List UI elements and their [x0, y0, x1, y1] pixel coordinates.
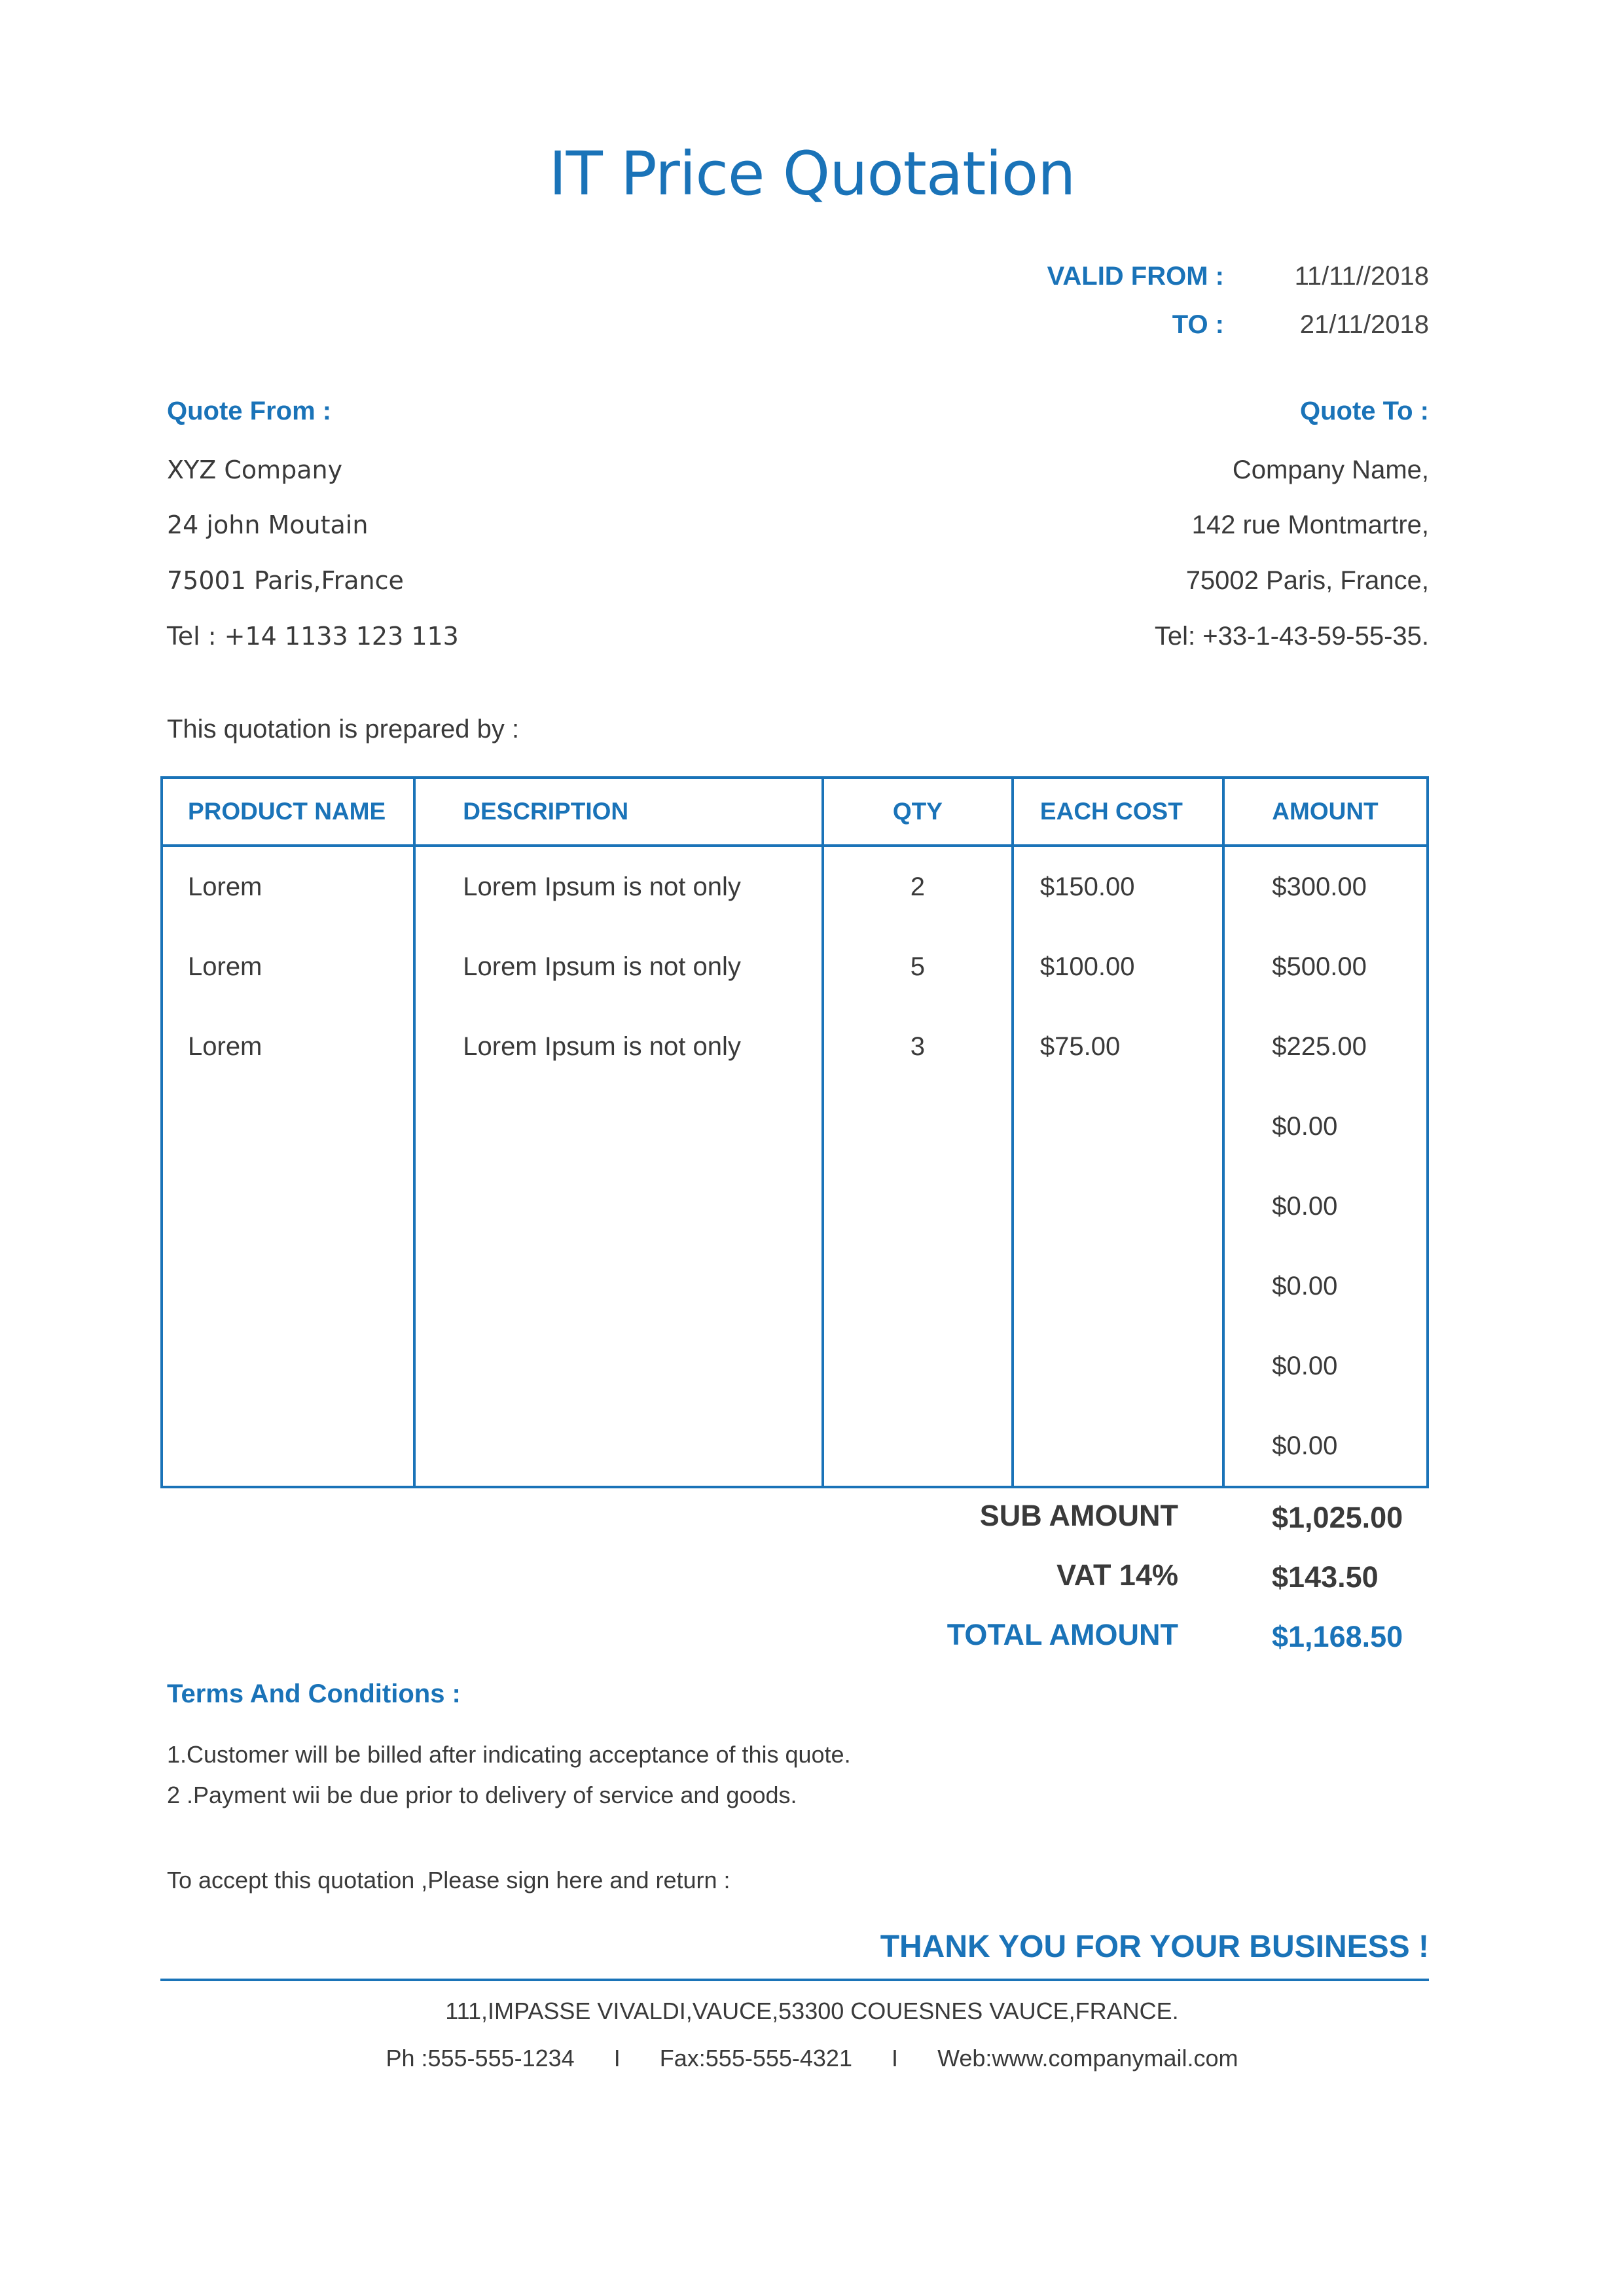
cell-each-cost: $150.00 [1013, 846, 1223, 927]
sub-amount-label: SUB AMOUNT [979, 1499, 1178, 1532]
total-amount-value: $1,168.50 [1272, 1620, 1403, 1653]
cell-qty: 5 [823, 927, 1013, 1007]
cell-description: Lorem Ipsum is not only [414, 846, 823, 927]
cell-description [414, 1406, 823, 1487]
cell-product-name: Lorem [162, 846, 414, 927]
cell-amount: $500.00 [1272, 952, 1367, 981]
cell-product-name [162, 1246, 414, 1326]
footer-address: 111,IMPASSE VIVALDI,VAUCE,53300 COUESNES VAUCE,FRANCE. [445, 1998, 1179, 2024]
valid-to-label: TO : [1172, 310, 1224, 339]
footer-separator: I [613, 2045, 621, 2072]
column-header-product-name: PRODUCT NAME [162, 778, 414, 846]
cell-product-name [162, 1326, 414, 1406]
total-amount-label: TOTAL AMOUNT [947, 1618, 1178, 1651]
column-header-description: DESCRIPTION [414, 778, 823, 846]
footer-contact [0, 2045, 1624, 2072]
prepared-by-text: This quotation is prepared by : [167, 715, 520, 744]
table-row [162, 1326, 1428, 1406]
table-row [162, 1007, 1428, 1086]
cell-description: Lorem Ipsum is not only [414, 927, 823, 1007]
footer-separator: I [892, 2045, 899, 2072]
cell-description [414, 1086, 823, 1166]
cell-each-cost [1013, 1166, 1223, 1246]
quote-to-line: 75002 Paris, France, [1185, 566, 1429, 595]
vat-label: VAT 14% [1056, 1558, 1178, 1592]
table-row [162, 1406, 1428, 1487]
footer-phone: Ph :555-555-1234 [386, 2045, 575, 2072]
cell-product-name: Lorem [162, 1007, 414, 1086]
cell-amount: $0.00 [1272, 1191, 1338, 1221]
cell-amount: $0.00 [1272, 1111, 1338, 1141]
column-header-each-cost: EACH COST [1013, 778, 1223, 846]
quote-from-line: 24 john Moutain [167, 511, 369, 539]
table-header-row [162, 778, 1428, 846]
table-row [162, 1086, 1428, 1166]
thank-you-text: THANK YOU FOR YOUR BUSINESS ! [880, 1929, 1429, 1964]
cell-amount: $300.00 [1272, 872, 1367, 901]
cell-amount: $0.00 [1272, 1351, 1338, 1380]
quote-to-heading: Quote To : [1300, 397, 1429, 425]
cell-each-cost [1013, 1326, 1223, 1406]
cell-qty [823, 1246, 1013, 1326]
cell-description [414, 1246, 823, 1326]
table-row [162, 846, 1428, 927]
quote-from-line: XYZ Company [167, 456, 343, 484]
cell-description [414, 1326, 823, 1406]
cell-each-cost [1013, 1406, 1223, 1487]
cell-product-name [162, 1086, 414, 1166]
quote-from-line: 75001 Paris,France [167, 566, 404, 595]
valid-from-value: 11/11//2018 [1294, 262, 1429, 291]
cell-product-name [162, 1406, 414, 1487]
cell-each-cost: $100.00 [1013, 927, 1223, 1007]
quote-to-line: Company Name, [1232, 456, 1429, 484]
quote-from-heading: Quote From : [167, 397, 332, 425]
items-table [160, 776, 1429, 1488]
page-title: IT Price Quotation [549, 139, 1075, 209]
cell-description [414, 1166, 823, 1246]
cell-amount: $0.00 [1272, 1271, 1338, 1300]
valid-from-label: VALID FROM : [1047, 262, 1224, 291]
cell-amount: $225.00 [1272, 1031, 1367, 1061]
footer-divider [160, 1979, 1429, 1981]
quote-to-line: 142 rue Montmartre, [1191, 511, 1429, 539]
column-header-amount: AMOUNT [1223, 778, 1428, 846]
footer-website: Web:www.companymail.com [937, 2045, 1238, 2072]
cell-description: Lorem Ipsum is not only [414, 1007, 823, 1086]
cell-each-cost [1013, 1246, 1223, 1326]
terms-heading: Terms And Conditions : [167, 1679, 461, 1708]
cell-qty [823, 1166, 1013, 1246]
terms-line: 1.Customer will be billed after indicating acceptance of this quote. [167, 1741, 851, 1768]
cell-qty [823, 1086, 1013, 1166]
footer-fax: Fax:555-555-4321 [659, 2045, 852, 2072]
quote-from-line: Tel : +14 1133 123 113 [167, 622, 459, 651]
cell-product-name [162, 1166, 414, 1246]
cell-qty [823, 1326, 1013, 1406]
column-header-qty: QTY [823, 778, 1013, 846]
accept-instruction: To accept this quotation ,Please sign here and return : [167, 1867, 731, 1893]
valid-to-value: 21/11/2018 [1299, 310, 1429, 339]
table-row [162, 927, 1428, 1007]
cell-each-cost: $75.00 [1013, 1007, 1223, 1086]
cell-product-name: Lorem [162, 927, 414, 1007]
vat-value: $143.50 [1272, 1560, 1379, 1594]
cell-qty [823, 1406, 1013, 1487]
table-row [162, 1246, 1428, 1326]
sub-amount-value: $1,025.00 [1272, 1501, 1403, 1534]
quote-to-line: Tel: +33-1-43-59-55-35. [1154, 622, 1429, 651]
table-row [162, 1166, 1428, 1246]
cell-each-cost [1013, 1086, 1223, 1166]
cell-amount: $0.00 [1272, 1431, 1338, 1460]
terms-line: 2 .Payment wii be due prior to delivery of service and goods. [167, 1782, 797, 1808]
cell-qty: 2 [823, 846, 1013, 927]
cell-qty: 3 [823, 1007, 1013, 1086]
